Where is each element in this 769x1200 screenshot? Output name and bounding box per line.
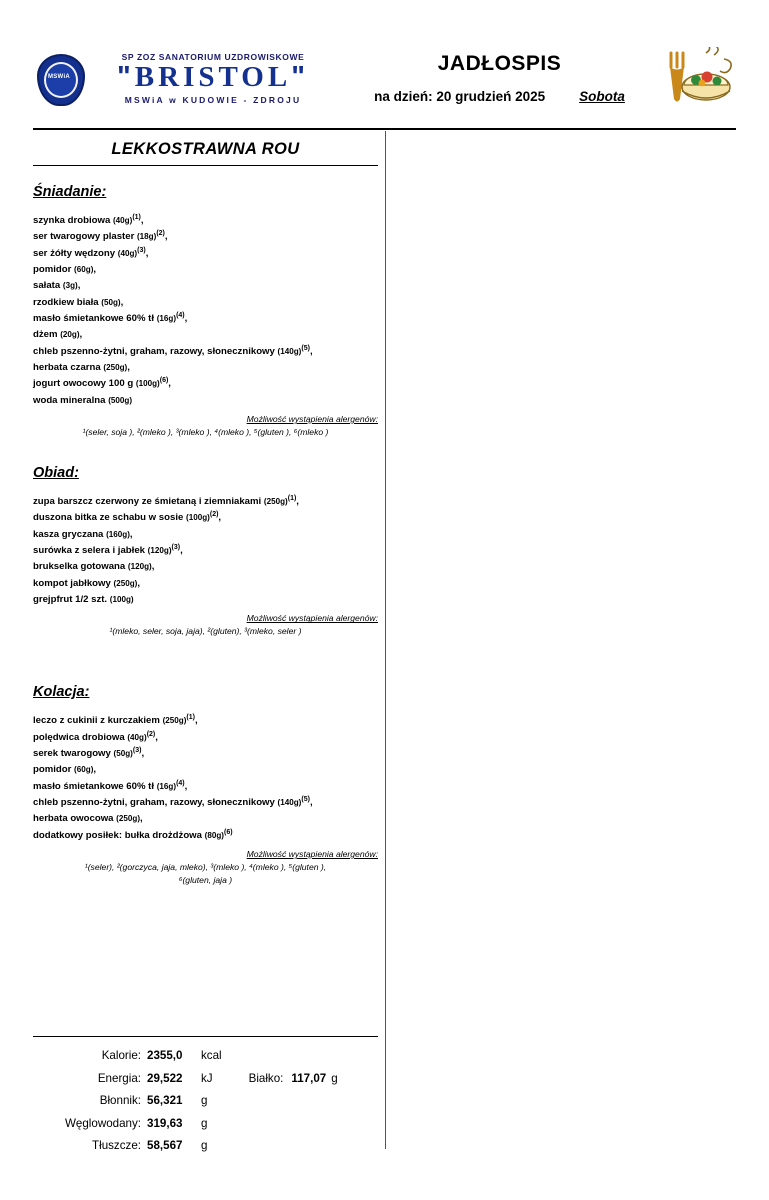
dish-item: sałata (3g), [33, 280, 81, 292]
sanatorium-logo [33, 52, 333, 105]
dish-item: ser twarogowy plaster $(18g)^{(2)}$, [33, 230, 168, 243]
dish-item: chleb pszenno-żytni, graham, razowy, słonecznikowy $(140g)^{(5)}$, [33, 344, 313, 357]
dish-item: chleb pszenno-żytni, graham, razowy, słonecznikowy $(140g)^{(5)}$, [33, 796, 313, 809]
nutrition-unit: g [201, 1116, 208, 1130]
nutrition-value-protein: 117,07 [291, 1071, 327, 1085]
logo-subtitle-bottom: MSWiA w KUDOWIE - ZDROJU [124, 94, 302, 105]
page-title: JADŁOSPIS [437, 52, 562, 75]
nutrition-row-calories [33, 1045, 378, 1068]
allergen-heading: Możliwość wystąpienia alergenów: [246, 613, 378, 624]
allergen-heading: Możliwość wystąpienia alergenów: [246, 849, 378, 860]
dish-item: serek twarogowy $(50g)^{(3)}$, [33, 747, 145, 760]
meal-bowl-icon [662, 47, 736, 109]
nutrition-summary [33, 1036, 378, 1158]
nutrition-value: 56,321 [147, 1094, 183, 1108]
document-weekday: Sobota [579, 89, 625, 104]
nutrition-unit: g [201, 1139, 208, 1153]
meal-title: Obiad: [33, 465, 79, 482]
dish-item: szynka drobiowa $(40g)^{(1)}$, [33, 214, 144, 227]
document-header [33, 34, 736, 122]
nutrition-label: Błonnik: [99, 1094, 141, 1108]
nutrition-row-fat [33, 1135, 378, 1158]
badge-text: MSWiA [47, 74, 71, 80]
logo-subtitle-top: SP ZOZ SANATORIUM UZDROWISKOWE [121, 51, 305, 62]
nutrition-value: 319,63 [147, 1116, 183, 1130]
dish-item: woda mineralna (500g) [33, 394, 133, 406]
nutrition-unit: g [201, 1094, 208, 1108]
dish-item: pomidor (60g), [33, 764, 97, 776]
title-block [333, 52, 656, 104]
dish-item: kompot jabłkowy (250g), [33, 577, 141, 589]
allergen-list: ¹(seler), ²(gorczyca, jaja, mleko), ³(mleko ), ⁴(mleko ), ⁵(gluten ), [84, 862, 327, 873]
dish-item: jogurt owocowy 100 g $(100g)^{(6)}$, [33, 377, 171, 390]
document-date: na dzień: 20 grudzień 2025 [374, 89, 546, 104]
nutrition-row-carbs [33, 1113, 378, 1136]
dish-item: herbata czarna (250g), [33, 362, 130, 374]
menu-column-left [33, 136, 378, 887]
nutrition-value: 29,522 [147, 1071, 183, 1085]
nutrition-unit: kcal [201, 1049, 222, 1062]
logo-quote-close: " [291, 60, 309, 93]
dish-item: masło śmietankowe 60% tł $(16g)^{(4)}$, [33, 779, 188, 792]
nutrition-value: 2355,0 [147, 1049, 183, 1062]
dish-item: grejpfrut 1/2 szt. (100g) [33, 594, 134, 606]
dish-item: dodatkowy posiłek: bułka drożdżowa $(80g)^{(6)}$ [33, 828, 233, 841]
dish-item: brukselka gotowana (120g), [33, 561, 155, 573]
allergen-list: ¹(mleko, seler, soja, jaja), ²(gluten), ³(mleko, seler ) [109, 626, 302, 637]
meal-section-supper [33, 684, 378, 887]
nutrition-label: Tłuszcze: [92, 1139, 141, 1153]
nutrition-unit-protein: g [331, 1071, 338, 1085]
dish-item: duszona bitka ze schabu w sosie $(100g)^{(2)}$, [33, 511, 222, 524]
nutrition-row-energy [33, 1068, 378, 1091]
allergen-heading: Możliwość wystąpienia alergenów: [246, 414, 378, 425]
dish-item: surówka z selera i jabłek $(120g)^{(3)}$, [33, 544, 183, 557]
nutrition-label-protein: Białko: [248, 1071, 284, 1085]
column-divider [385, 131, 386, 1149]
mswia-badge-icon [33, 52, 85, 104]
dish-item: dżem (20g), [33, 329, 83, 341]
dish-item: polędwica drobiowa $(40g)^{(2)}$, [33, 730, 158, 743]
dish-item: herbata owocowa (250g), [33, 813, 143, 825]
meal-title: Śniadanie: [33, 184, 107, 200]
allergen-list: ¹(seler, soja ), ²(mleko ), ³(mleko ), ⁴(mleko ), ⁵(gluten ), ⁶(mleko ) [82, 427, 329, 438]
meal-section-lunch [33, 465, 378, 638]
nutrition-label: Węglowodany: [64, 1116, 141, 1130]
dish-item: masło śmietankowe 60% tł $(16g)^{(4)}$, [33, 312, 188, 325]
diet-type-title: LEKKOSTRAWNA ROU [33, 140, 378, 166]
dish-item: ser żółty wędzony $(40g)^{(3)}$, [33, 246, 149, 259]
logo-brand-name [93, 60, 333, 93]
logo-quote-open: " [117, 60, 135, 93]
header-divider [33, 128, 736, 130]
dish-item: zupa barszcz czerwony ze śmietaną i ziemniakami $(250g)^{(1)}$, [33, 495, 299, 508]
dish-item: kasza gryczana (160g), [33, 528, 133, 540]
nutrition-row-fiber [33, 1090, 378, 1113]
allergen-list-continued: ⁶(gluten, jaja ) [178, 874, 233, 885]
meal-section-breakfast [33, 184, 378, 439]
meal-title: Kolacja: [33, 684, 90, 701]
nutrition-value: 58,567 [147, 1139, 183, 1153]
dish-item: leczo z cukinii z kurczakiem $(250g)^{(1)}$, [33, 714, 198, 727]
nutrition-label: Energia: [97, 1071, 141, 1085]
dish-item: rzodkiew biała (50g), [33, 296, 124, 308]
logo-brand-text: BRISTOL [134, 60, 292, 93]
nutrition-unit: kJ [201, 1071, 213, 1085]
dish-item: pomidor (60g), [33, 264, 97, 276]
nutrition-label: Kalorie: [101, 1049, 141, 1062]
